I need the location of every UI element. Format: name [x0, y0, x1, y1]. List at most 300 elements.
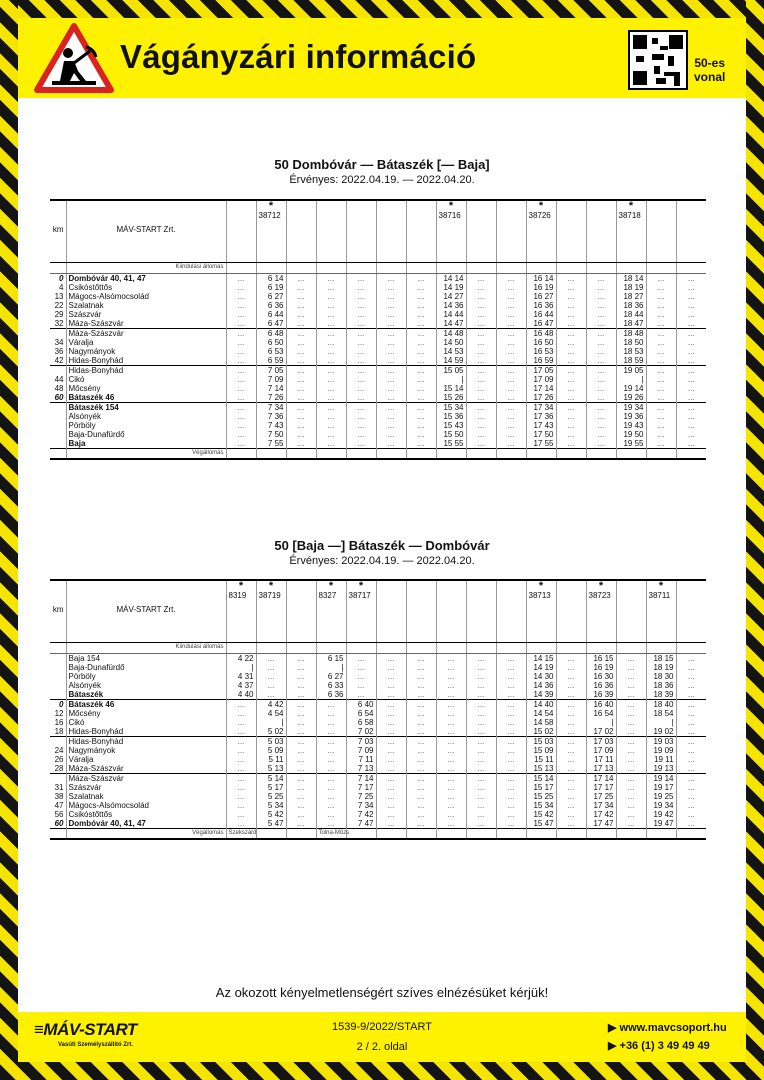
departure-time: 4 54 [256, 709, 286, 718]
departure-time: ... [226, 319, 256, 329]
departure-time: ... [646, 301, 676, 310]
departure-time: ... [406, 384, 436, 393]
departure-time: ... [286, 273, 316, 283]
station-km: 24 [54, 745, 64, 755]
departure-time: 15 36 [436, 412, 466, 421]
departure-time: ... [496, 727, 526, 737]
departure-time: ... [316, 718, 346, 727]
departure-time: 14 36 [526, 681, 556, 690]
departure-time: ... [346, 356, 376, 366]
header-title: Vágányzári információ [120, 38, 477, 75]
station-name: Csikóstőttős [66, 810, 226, 819]
departure-time: ... [616, 681, 646, 690]
departure-time: 6 33 [316, 681, 346, 690]
departure-time: ... [286, 764, 316, 774]
departure-time: ... [466, 663, 496, 672]
departure-time: ... [316, 783, 346, 792]
departure-time: ... [586, 301, 616, 310]
empty-cell [646, 262, 676, 273]
departure-time: ... [616, 718, 646, 727]
departure-time: 19 14 [616, 384, 646, 393]
departure-time: 14 58 [526, 718, 556, 727]
departure-time: 6 53 [256, 347, 286, 356]
departure-time: ... [346, 653, 376, 663]
departure-time: ... [406, 273, 436, 283]
departure-time: ... [226, 347, 256, 356]
departure-time: ... [646, 412, 676, 421]
departure-time: ... [406, 412, 436, 421]
departure-time: ... [376, 681, 406, 690]
departure-time: 5 34 [256, 801, 286, 810]
departure-time: ... [616, 672, 646, 681]
station-name: Szalatnak [66, 792, 226, 801]
departure-time: 5 42 [256, 810, 286, 819]
departure-time: ... [286, 681, 316, 690]
station-name: Szászvár [66, 310, 226, 319]
departure-time: 19 34 [616, 402, 646, 412]
website-link[interactable] [608, 1021, 727, 1034]
departure-time: ... [676, 328, 706, 338]
departure-time: ... [586, 328, 616, 338]
departure-time: ... [406, 430, 436, 439]
departure-time: 5 25 [256, 792, 286, 801]
departure-time: ... [616, 810, 646, 819]
departure-time: ... [556, 430, 586, 439]
departure-time: ... [226, 365, 256, 375]
train-number: 38726 [528, 211, 551, 220]
departure-time: ... [286, 301, 316, 310]
departure-time: ... [406, 672, 436, 681]
departure-time: ... [286, 365, 316, 375]
station-row [50, 801, 706, 810]
departure-time: ... [226, 801, 256, 810]
departure-time: ... [676, 375, 706, 384]
departure-time: 7 02 [346, 727, 376, 737]
departure-time: ... [286, 819, 316, 829]
departure-time: 6 40 [346, 699, 376, 709]
departure-time: ... [496, 819, 526, 829]
station-km [50, 672, 66, 681]
header-banner [18, 18, 746, 98]
departure-time: ... [376, 653, 406, 663]
departure-time: ... [676, 421, 706, 430]
departure-time: 6 19 [256, 283, 286, 292]
departure-time: ... [496, 439, 526, 449]
departure-time: 18 30 [646, 672, 676, 681]
operator-label: MÁV-START Zrt. [116, 225, 176, 234]
qr-code-icon[interactable] [628, 30, 688, 90]
departure-time: ... [376, 727, 406, 737]
terminus-note [286, 828, 316, 839]
station-km: 4 [59, 282, 64, 292]
departure-time: ... [676, 810, 706, 819]
station-row [50, 764, 706, 774]
departure-time: 19 36 [616, 412, 646, 421]
operator-header [66, 580, 226, 642]
empty-cell [436, 642, 466, 653]
departure-time: ... [286, 792, 316, 801]
station-km [50, 681, 66, 690]
departure-time: ... [316, 709, 346, 718]
departure-time: 17 34 [586, 801, 616, 810]
departure-time: ... [496, 792, 526, 801]
departure-time: 17 47 [586, 819, 616, 829]
train-column-header [676, 580, 706, 642]
departure-time: ... [226, 310, 256, 319]
station-row [50, 653, 706, 663]
departure-time: ... [286, 672, 316, 681]
departure-time: ... [586, 283, 616, 292]
phone-text: +36 (1) 3 49 49 49 [619, 1040, 710, 1052]
departure-time: 18 39 [646, 690, 676, 700]
station-km [50, 365, 66, 375]
departure-time: ... [226, 792, 256, 801]
station-km [50, 663, 66, 672]
departure-time: ... [556, 773, 586, 783]
departure-time: 19 42 [646, 810, 676, 819]
departure-time: 16 15 [586, 653, 616, 663]
departure-time: 15 14 [526, 773, 556, 783]
station-name: Dombóvár 40, 41, 47 [66, 273, 226, 283]
departure-time: 15 05 [436, 365, 466, 375]
departure-time: ... [676, 709, 706, 718]
departure-time: ... [406, 356, 436, 366]
terminus-note [256, 828, 286, 839]
departure-time: ... [316, 393, 346, 403]
station-km: 32 [54, 318, 64, 328]
departure-time: ... [466, 347, 496, 356]
departure-time: ... [406, 727, 436, 737]
station-row [50, 727, 706, 737]
station-name: Nagymányok [66, 347, 226, 356]
departure-time: 15 11 [526, 755, 556, 764]
departure-time: 15 03 [526, 736, 556, 746]
departure-time: ... [436, 718, 466, 727]
train-number: 8327 [318, 591, 337, 600]
station-km [50, 736, 66, 746]
departure-time: ... [286, 653, 316, 663]
hazard-stripe-bottom [0, 1062, 764, 1080]
departure-time: 18 36 [616, 301, 646, 310]
departure-time: ... [466, 801, 496, 810]
train-number: 38712 [258, 211, 281, 220]
departure-time: ... [466, 412, 496, 421]
station-km: 16 [54, 717, 64, 727]
departure-time: ... [616, 783, 646, 792]
station-row [50, 736, 706, 746]
station-row [50, 384, 706, 393]
departure-time: 6 47 [256, 319, 286, 329]
departure-time: ... [376, 736, 406, 746]
departure-time: 16 14 [526, 273, 556, 283]
departure-time: ... [646, 365, 676, 375]
station-name: Mágocs-Alsómocsolád [66, 801, 226, 810]
departure-time: ... [346, 283, 376, 292]
station-row [50, 365, 706, 375]
departure-time: ... [316, 328, 346, 338]
departure-time: ... [346, 672, 376, 681]
departure-time: ... [466, 283, 496, 292]
timetable2-title: 50 [Baja —] Bátaszék — Dombóvár [274, 538, 490, 553]
departure-time: ... [436, 764, 466, 774]
train-column-header [676, 200, 706, 262]
departure-time: 14 30 [526, 672, 556, 681]
departure-time: 19 43 [616, 421, 646, 430]
timetable1-validity: Érvényes: 2022.04.19. — 2022.04.20. [289, 174, 475, 186]
end-label-row [50, 448, 706, 459]
station-row [50, 792, 706, 801]
departure-time: ... [496, 746, 526, 755]
departure-time: ... [286, 393, 316, 403]
departure-time: | [616, 375, 646, 384]
departure-time: ... [286, 727, 316, 737]
operator-header [66, 200, 226, 262]
departure-time: ... [466, 736, 496, 746]
departure-time: ... [406, 347, 436, 356]
terminus-note [556, 448, 586, 459]
train-column-header [496, 580, 526, 642]
departure-time: ... [616, 663, 646, 672]
departure-time: ... [676, 727, 706, 737]
departure-time: ... [496, 347, 526, 356]
departure-time: ... [376, 699, 406, 709]
phone-number[interactable] [608, 1039, 710, 1052]
departure-time: 16 19 [526, 283, 556, 292]
departure-time: 18 59 [616, 356, 646, 366]
departure-time: ... [646, 384, 676, 393]
departure-time: ... [376, 402, 406, 412]
departure-time: ... [496, 338, 526, 347]
start-station-label: Kiindulási állomás [66, 262, 226, 273]
empty-cell [436, 262, 466, 273]
station-name: Mőcsény [66, 709, 226, 718]
empty-cell [526, 262, 556, 273]
website-text: www.mavcsoport.hu [619, 1022, 727, 1034]
departure-time: ... [646, 310, 676, 319]
departure-time: 14 19 [526, 663, 556, 672]
departure-time: ... [406, 301, 436, 310]
empty-cell [466, 642, 496, 653]
station-row [50, 273, 706, 283]
departure-time: ... [496, 672, 526, 681]
departure-time: ... [496, 402, 526, 412]
departure-time: 14 15 [526, 653, 556, 663]
departure-time: ... [676, 412, 706, 421]
departure-time: ... [226, 393, 256, 403]
station-name: Máza-Szászvár [66, 764, 226, 774]
departure-time: ... [586, 430, 616, 439]
km-cell [50, 448, 66, 459]
train-column-header [316, 200, 346, 262]
end-station-label: Végállomás [66, 448, 226, 459]
empty-cell [406, 642, 436, 653]
departure-time: ... [256, 653, 286, 663]
departure-time: ... [376, 384, 406, 393]
departure-time: 5 47 [256, 819, 286, 829]
departure-time: ... [226, 783, 256, 792]
departure-time: 18 40 [646, 699, 676, 709]
train-column-header [226, 200, 256, 262]
departure-time: 7 26 [256, 393, 286, 403]
departure-time: 18 27 [616, 292, 646, 301]
departure-time: 17 11 [586, 755, 616, 764]
departure-time: 18 19 [646, 663, 676, 672]
departure-time: ... [676, 663, 706, 672]
start-station-label: Kiindulási állomás [66, 642, 226, 653]
departure-time: 18 36 [646, 681, 676, 690]
empty-cell [226, 262, 256, 273]
departure-time: ... [286, 746, 316, 755]
station-km: 47 [54, 800, 64, 810]
departure-time: ... [496, 709, 526, 718]
departure-time: ... [556, 338, 586, 347]
departure-time: ... [646, 421, 676, 430]
empty-cell [676, 642, 706, 653]
logo-subtitle: Vasúti Személyszállító Zrt. [58, 1042, 134, 1048]
asterisk-icon: * [268, 580, 274, 592]
departure-time: 7 36 [256, 412, 286, 421]
departure-time: | [436, 375, 466, 384]
terminus-note [376, 828, 406, 839]
departure-time: ... [316, 792, 346, 801]
departure-time: 5 03 [256, 736, 286, 746]
departure-time: ... [646, 430, 676, 439]
departure-time: ... [676, 347, 706, 356]
train-column-header [526, 200, 556, 262]
empty-cell [496, 642, 526, 653]
departure-time: 7 09 [256, 375, 286, 384]
terminus-note [586, 448, 616, 459]
departure-time: 7 34 [346, 801, 376, 810]
km-cell [50, 642, 66, 653]
departure-time: 19 11 [646, 755, 676, 764]
departure-time: ... [436, 792, 466, 801]
departure-time: 19 09 [646, 746, 676, 755]
terminus-note [556, 828, 586, 839]
departure-time: ... [586, 319, 616, 329]
departure-time: 16 19 [586, 663, 616, 672]
departure-time: ... [586, 292, 616, 301]
departure-time: ... [556, 347, 586, 356]
departure-time: ... [466, 338, 496, 347]
departure-time: ... [226, 709, 256, 718]
departure-time: ... [466, 402, 496, 412]
empty-cell [376, 262, 406, 273]
departure-time: 17 14 [586, 773, 616, 783]
departure-time: ... [226, 773, 256, 783]
departure-time: 4 37 [226, 681, 256, 690]
departure-time: ... [436, 709, 466, 718]
departure-time: ... [586, 310, 616, 319]
departure-time: 19 05 [616, 365, 646, 375]
departure-time: 16 30 [586, 672, 616, 681]
departure-time: ... [556, 439, 586, 449]
departure-time: ... [466, 699, 496, 709]
departure-time: ... [346, 690, 376, 700]
departure-time: ... [286, 439, 316, 449]
departure-time: ... [676, 736, 706, 746]
departure-time: ... [556, 283, 586, 292]
station-name: Máza-Szászvár [66, 319, 226, 329]
departure-time: 16 54 [586, 709, 616, 718]
station-row [50, 681, 706, 690]
departure-time: 7 03 [346, 736, 376, 746]
departure-time: 15 09 [526, 746, 556, 755]
departure-time: 15 25 [526, 792, 556, 801]
departure-time: 14 39 [526, 690, 556, 700]
departure-time: 6 50 [256, 338, 286, 347]
empty-cell [256, 642, 286, 653]
departure-time: ... [226, 718, 256, 727]
station-row [50, 292, 706, 301]
departure-time: ... [556, 792, 586, 801]
train-column-header [586, 580, 616, 642]
departure-time: ... [496, 430, 526, 439]
departure-time: 5 11 [256, 755, 286, 764]
departure-time: 16 39 [586, 690, 616, 700]
empty-cell [616, 262, 646, 273]
asterisk-icon: * [628, 200, 634, 212]
departure-time: ... [496, 653, 526, 663]
departure-time: 16 48 [526, 328, 556, 338]
station-row [50, 301, 706, 310]
departure-time: ... [346, 384, 376, 393]
station-name: Máza-Szászvár [66, 773, 226, 783]
train-column-header [376, 200, 406, 262]
station-km [50, 412, 66, 421]
train-column-header [496, 200, 526, 262]
departure-time: 7 09 [346, 746, 376, 755]
departure-time: 5 13 [256, 764, 286, 774]
departure-time: ... [406, 810, 436, 819]
empty-cell [286, 642, 316, 653]
departure-time: ... [436, 699, 466, 709]
departure-time: ... [616, 746, 646, 755]
departure-time: 5 17 [256, 783, 286, 792]
departure-time: ... [496, 365, 526, 375]
departure-time: 17 42 [586, 810, 616, 819]
departure-time: ... [316, 439, 346, 449]
departure-time: 15 34 [436, 402, 466, 412]
station-name: Mőcsény [66, 384, 226, 393]
departure-time: ... [466, 439, 496, 449]
departure-time: ... [226, 412, 256, 421]
departure-time: 17 50 [526, 430, 556, 439]
departure-time: ... [496, 421, 526, 430]
departure-time: ... [376, 412, 406, 421]
station-name: Baja-Dunafürdő [66, 430, 226, 439]
departure-time: ... [556, 783, 586, 792]
departure-time: ... [556, 755, 586, 764]
departure-time: ... [286, 338, 316, 347]
departure-time: ... [286, 430, 316, 439]
departure-time: 19 02 [646, 727, 676, 737]
departure-time: ... [586, 356, 616, 366]
departure-time: ... [286, 412, 316, 421]
station-row [50, 819, 706, 829]
departure-time: ... [346, 301, 376, 310]
departure-time: ... [406, 746, 436, 755]
empty-cell [646, 642, 676, 653]
departure-time: ... [406, 365, 436, 375]
terminus-note [676, 448, 706, 459]
departure-time: ... [496, 764, 526, 774]
departure-time: ... [286, 421, 316, 430]
departure-time: ... [676, 365, 706, 375]
departure-time: ... [586, 439, 616, 449]
departure-time: ... [496, 801, 526, 810]
departure-time: ... [556, 375, 586, 384]
